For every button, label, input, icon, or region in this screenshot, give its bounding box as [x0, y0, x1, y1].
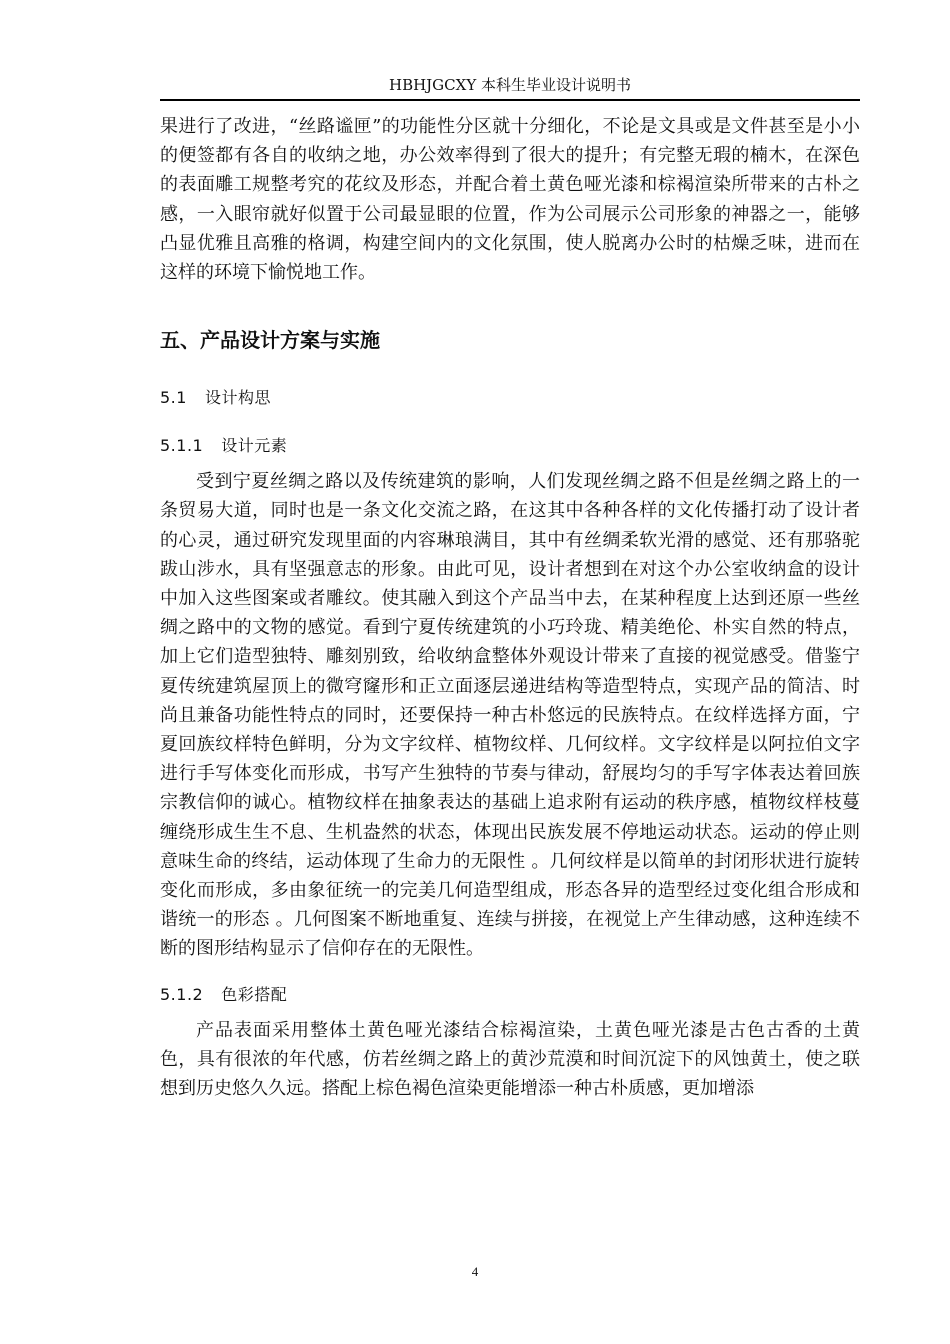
section-5-1-2-heading [160, 982, 860, 1008]
color-matching-paragraph: 产品表面采用整体土黄色哑光漆结合棕褐渲染，土黄色哑光漆是古色古香的土黄色，具有很浓的年代感，仿若丝绸之路上的黄沙荒漠和时间沉淀下的风蚀黄土，使之联想到历史悠久久远。搭配上棕色褐色渲染更能增添一种古朴质感，更加增添 [160, 1019, 860, 1100]
intro-paragraph: 果进行了改进，“丝路谧匣”的功能性分区就十分细化，不论是文具或是文件甚至是小小的便签都有各自的收纳之地，办公效率得到了很大的提升；有完整无瑕的楠木，在深色的表面雕工规整考究的花纹及形态，并配合着土黄色哑光漆和棕褐渲染所带来的古朴之感，一入眼帘就好似置于公司最显眼的位置，作为公司展示公司形象的神器之一，能够凸显优雅且高雅的格调，构建空间内的文化氛围，使人脱离办公时的枯燥乏味，进而在这样的环境下愉悦地工作。 [160, 116, 860, 284]
document-body [160, 112, 860, 1103]
section-5-1-2-number: 5.1.2 [160, 984, 204, 1004]
section-5-1-number: 5.1 [160, 388, 187, 408]
header-rule [160, 99, 860, 101]
section-5-heading: 五、产品设计方案与实施 [160, 328, 380, 353]
section-5-1-2-title: 色彩搭配 [221, 984, 288, 1004]
page-number: 4 [471, 1264, 479, 1279]
section-5-1-1-heading [160, 433, 860, 459]
design-elements-paragraph: 受到宁夏丝绸之路以及传统建筑的影响，人们发现丝绸之路不但是丝绸之路上的一条贸易大道，同时也是一条文化交流之路，在这其中各种各样的文化传播打动了设计者的心灵，通过研究发现里面的内容琳琅满目，其中有丝绸柔软光滑的感觉、还有那骆驼跋山涉水，具有坚强意志的形象。由此可见，设计者想到在对这个办公室收纳盒的设计中加入这些图案或者雕纹。使其融入到这个产品当中去，在某种程度上达到还原一些丝绸之路中的文物的感觉。看到宁夏传统建筑的小巧玲珑、精美绝伦、朴实自然的特点，加上它们造型独特、雕刻别致，给收纳盒整体外观设计带来了直接的视觉感受。借鉴宁夏传统建筑屋顶上的微穹窿形和正立面逐层递进结构等造型特点，实现产品的简洁、时尚且兼备功能性特点的同时，还要保持一种古朴悠远的民族特点。在纹样选择方面，宁夏回族纹样特色鲜明，分为文字纹样、植物纹样、几何纹样。文字纹样是以阿拉伯文字进行手写体变化而形成，书写产生独特的节奏与律动，舒展均匀的手写字体表达着回族宗教信仰的诚心。植物纹样在抽象表达的基础上追求附有运动的秩序感，植物纹样枝蔓缠绕形成生生不息、生机盎然的状态，体现出民族发展不停地运动状态。运动的停止则意味生命的终结，运动体现了生命力的无限性 。几何纹样是以简单的封闭形状进行旋转变化而形成，多由象征统一的完美几何造型组成，形态各异的造型经过变化组合形成和谐统一的形态 。几何图案不断地重复、连续与拼接，在视觉上产生律动感，这种连续不断的图形结构显示了信仰存在的无限性。 [160, 471, 860, 960]
section-5-1-1-title: 设计元素 [221, 436, 288, 456]
section-5-1-1-number: 5.1.1 [160, 436, 204, 456]
running-header: HBHJGCXY 本科生毕业设计说明书 [388, 76, 631, 94]
section-5-1-heading [160, 385, 860, 411]
section-5-1-title: 设计构思 [204, 388, 271, 408]
